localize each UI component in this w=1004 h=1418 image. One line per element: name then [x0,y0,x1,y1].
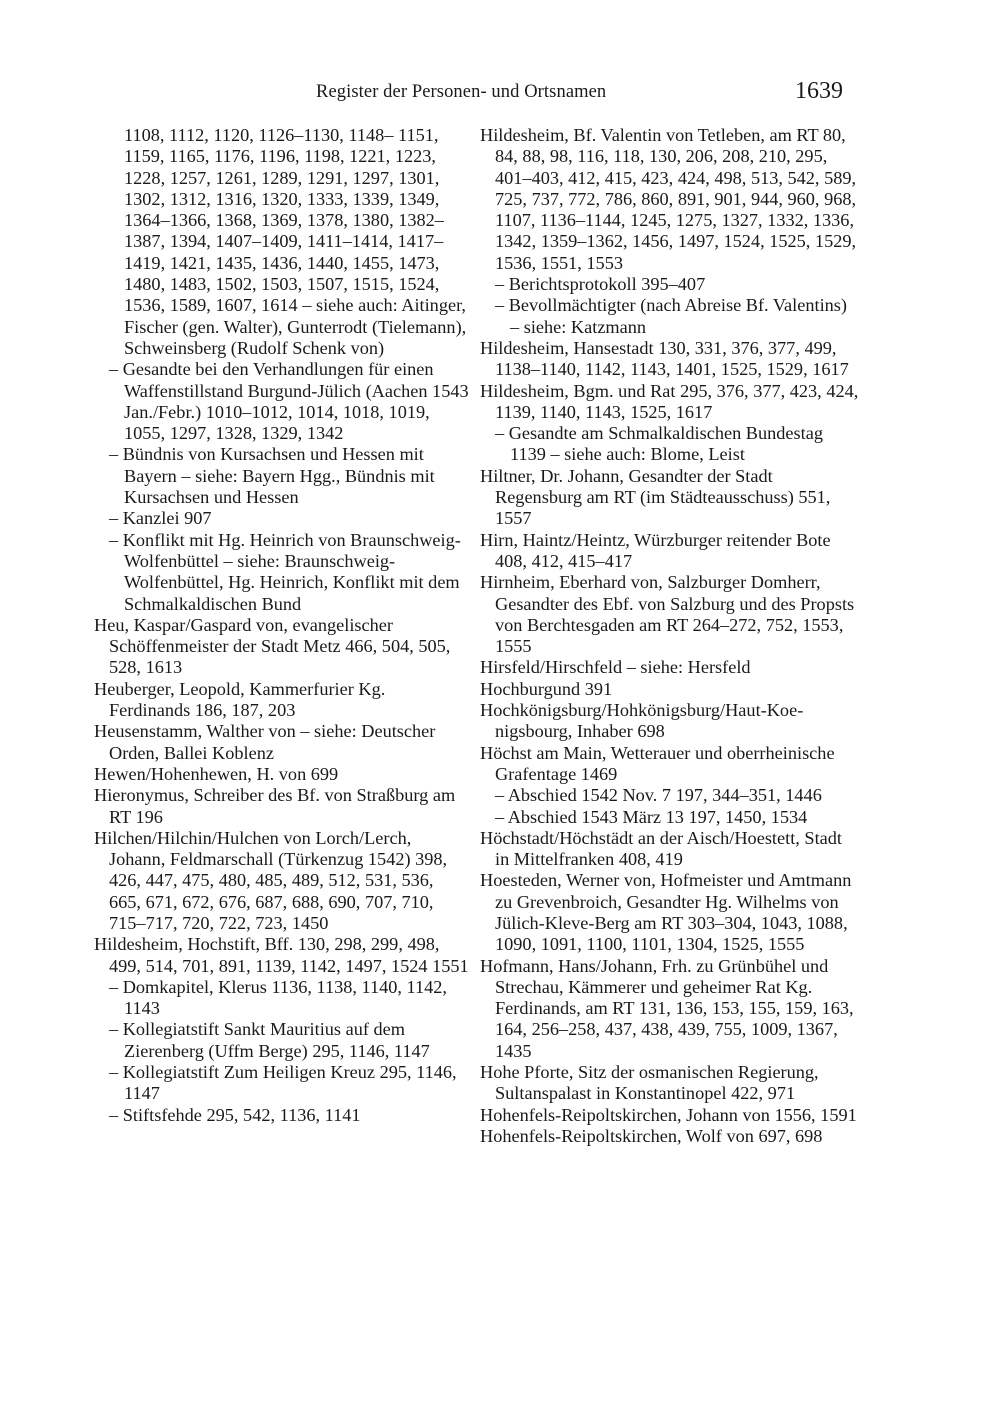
index-entry: Hohe Pforte, Sitz der osmanischen Regierung, Sultanspalast in Konstantinopel 422, 971 [480,1062,819,1104]
index-entry: Hofmann, Hans/Johann, Frh. zu Grünbühel und Strechau, Kämmerer und geheimer Rat Kg. Ferdinands, am RT 131, 136, 153, 155, 159, 163, 164, 256–258, 437, 438, 439, 755, 1009, 1367, 1435 [480,955,854,1061]
index-column-left [94,125,470,1126]
index-subentry: – Gesandte bei den Verhandlungen für einen Waffenstillstand Burgund-Jülich (Aachen 1543 Jan./Febr.) 1010–1012, 1014, 1018, 1019, 1055, 1297, 1328, 1329, 1342 [109,359,469,444]
index-entry: Hildesheim, Bf. Valentin von Tetleben, am RT 80, 84, 88, 98, 116, 118, 130, 206, 208, 210, 295, 401–403, 412, 415, 423, 424, 498, 513, 542, 589, 725, 737, 772, 786, 860, 891, 901, 944, 960, 968, 1107, 1136–1144, 1245, 1275, 1327, 1332, 1336, 1342, 1359–1362, 1456, 1497, 1524, 1525, 1529, 1536, 1551, 1553 [480,125,857,273]
index-subentry: – Stiftsfehde 295, 542, 1136, 1141 [109,1104,361,1125]
index-entry: Hochkönigsburg/Hohkönigsburg/Haut-Koenigsbourg, Inhaber 698 [480,700,804,742]
index-subentry: – Kollegiatstift Sankt Mauritius auf dem Zierenberg (Uffm Berge) 295, 1146, 1147 [109,1019,430,1061]
index-subentry: – Gesandte am Schmalkaldischen Bundestag 1139 – siehe auch: Blome, Leist [495,423,823,465]
index-subentry: – Kollegiatstift Zum Heiligen Kreuz 295, 1146, 1147 [109,1062,457,1104]
index-subentry: – Konflikt mit Hg. Heinrich von Braunschweig-Wolfenbüttel – siehe: Braunschweig-Wolfenbüttel, Hg. Heinrich, Konflikt mit dem Schmalkaldischen Bund [109,529,461,614]
index-entry: Hildesheim, Bgm. und Rat 295, 376, 377, 423, 424, 1139, 1140, 1143, 1525, 1617 [480,380,859,422]
index-subentry: – Berichtsprotokoll 395–407 [495,274,706,295]
index-entry: Heu, Kaspar/Gaspard von, evangelischer Schöffenmeister der Stadt Metz 466, 504, 505, 528, 1613 [94,614,451,678]
index-subentry: – Abschied 1542 Nov. 7 197, 344–351, 1446 [495,785,822,806]
index-entry: 1108, 1112, 1120, 1126–1130, 1148– 1151, 1159, 1165, 1176, 1196, 1198, 1221, 1223, 1228, 1257, 1261, 1289, 1291, 1297, 1301, 1302, 1312, 1316, 1320, 1333, 1339, 1349, 1364–1366, 1368, 1369, 1378, 1380, 1382–1387, 1394, 1407–1409, 1411–1414, 1417– 1419, 1421, 1435, 1436, 1440, 1455, 1473, 1480, 1483, 1502, 1503, 1507, 1515, 1524, 1536, 1589, 1607, 1614 – siehe auch: Aitinger, Fischer (gen. Walter), Gunterrodt (Tielemann), Schweinsberg (Rudolf Schenk von) [124,125,467,358]
index-entry: Hirsfeld/Hirschfeld – siehe: Hersfeld [480,657,751,678]
index-entry: Heusenstamm, Walther von – siehe: Deutscher Orden, Ballei Koblenz [94,721,436,763]
index-entry: Hochburgund 391 [480,678,613,699]
index-entry: Höchstadt/Höchstädt an der Aisch/Hoestett, Stadt in Mittelfranken 408, 419 [480,827,843,870]
index-entry: Hieronymus, Schreiber des Bf. von Straßburg am RT 196 [94,785,456,827]
index-entry: Hildesheim, Hochstift, Bff. 130, 298, 299, 498, 499, 514, 701, 891, 1139, 1142, 1497, 1524 1551 [94,934,469,976]
index-entry: Hirn, Haintz/Heintz, Würzburger reitender Bote 408, 412, 415–417 [480,529,831,571]
index-subentry: – Bündnis von Kursachsen und Hessen mit Bayern – siehe: Bayern Hgg., Bündnis mit Kursachsen und Hessen [109,444,435,508]
index-subentry: – Kanzlei 907 [109,508,212,529]
index-subentry: – Bevollmächtigter (nach Abreise Bf. Valentins) – siehe: Katzmann [495,295,847,337]
index-entry: Hohenfels-Reipoltskirchen, Wolf von 697, 698 [480,1125,823,1146]
index-column-right [480,125,860,1147]
index-entry: Hirnheim, Eberhard von, Salzburger Domherr, Gesandter des Ebf. von Salzburg und des Propsts von Berchtesgaden am RT 264–272, 752, 1553, 1555 [480,572,855,657]
index-entry: Hoesteden, Werner von, Hofmeister und Amtmann zu Grevenbroich, Gesandter Hg. Wilhelms von Jülich-Kleve-Berg am RT 303–304, 1043, 1088, 1090, 1091, 1100, 1101, 1304, 1525, 1555 [480,870,852,955]
index-entry: Heuberger, Leopold, Kammerfurier Kg. Ferdinands 186, 187, 203 [94,678,386,721]
running-title: Register der Personen- und Ortsnamen [316,82,607,102]
index-entry: Hilchen/Hilchin/Hulchen von Lorch/Lerch, Johann, Feldmarschall (Türkenzug 1542) 398, 426, 447, 475, 480, 485, 489, 512, 531, 536, 665, 671, 672, 676, 687, 688, 690, 707, 710, 715–717, 720, 722, 723, 1450 [94,827,448,933]
index-entry: Höchst am Main, Wetterauer und oberrheinische Grafentage 1469 [480,742,835,784]
index-subentry: – Abschied 1543 März 13 197, 1450, 1534 [495,806,808,827]
index-entry: Hiltner, Dr. Johann, Gesandter der Stadt Regensburg am RT (im Städteausschuss) 551, 1557 [480,465,831,529]
index-subentry: – Domkapitel, Klerus 1136, 1138, 1140, 1142, 1143 [109,976,447,1019]
index-entry: Hewen/Hohenhewen, H. von 699 [94,763,339,784]
page-number: 1639 [795,78,843,104]
index-entry: Hildesheim, Hansestadt 130, 331, 376, 377, 499, 1138–1140, 1142, 1143, 1401, 1525, 1529, 1617 [480,337,849,380]
index-entry: Hohenfels-Reipoltskirchen, Johann von 1556, 1591 [480,1104,857,1125]
